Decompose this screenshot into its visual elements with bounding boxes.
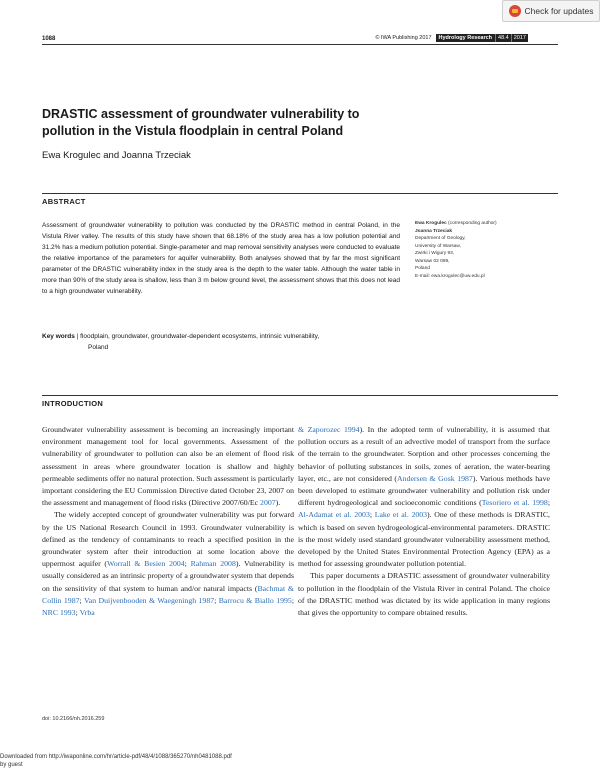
citation-link[interactable]: Worrall & Besien 2004 [107, 559, 185, 569]
affil-univ: University of Warsaw, [415, 243, 461, 249]
intro-paragraph: The widely accepted concept of groundwater vulnerability was put forward by the US National Research Council in 1993. Groundwater vulnerability is defined as the tendency of contaminants to reach a specified position in the groundwater system after their introduction at some location above the uppermost aquifer (Worrall & Besien 2004; Rahman 2008). Vulnerability is usually considered as an intrinsic property of a groundwater system that depends on the sensitivity of that system to human and/or natural impacts (Bachmat & Collin 1987; Van Duijvenbooden & Waegeningh 1987; Barrocu & Biallo 1995; NRC 1993; Vrba [42, 510, 294, 618]
citation-link[interactable]: Rahman 2008 [190, 559, 236, 569]
intro-paragraph: This paper documents a DRASTIC assessment of groundwater vulnerability to pollution in the floodplain of the Vistula River in central Poland. The choice of the DRASTIC method was dictated by its wide application in many regions that gives the opportunity to compare obtained results. [298, 571, 550, 618]
check-updates-label: Check for updates [524, 6, 594, 16]
author-affiliation [415, 220, 565, 280]
doi[interactable]: doi: 10.2166/nh.2016.259 [42, 716, 105, 722]
citation-link[interactable]: & Zaporozec 1994 [298, 425, 360, 434]
journal-info [375, 34, 528, 42]
affil-author1-note: (corresponding author) [448, 221, 497, 226]
abstract-text: Assessment of groundwater vulnerability to pollution was conducted by the DRASTIC method in central Poland, in the Vistula River valley. The results of this study have shown that 68.18% of the study area has a low pollution potential and 31.2% has a medium pollution potential. Single-parameter and map removal sensitivity analyses were conducted to evaluate the relative importance of the parameters for aquifer vulnerability. Both analyses showed that by far the most significant parameter of the DRASTIC vulnerability index in the study area is the depth to the water table. Although the water table in more than 90% of the study area is shallow, less than 3 m below ground level, the assessment shows that this does not lead to a high groundwater vulnerability. [42, 222, 400, 295]
affil-dept: Department of Geology, [415, 236, 466, 241]
citation-link[interactable]: NRC 1993 [42, 608, 76, 618]
page-number: 1088 [42, 36, 56, 42]
keywords-list: | floodplain, groundwater, groundwater-dependent ecosystems, intrinsic vulnerability, [76, 333, 320, 340]
intro-left-column [42, 424, 294, 619]
intro-heading: INTRODUCTION [42, 399, 104, 408]
keywords-list-cont: Poland [88, 344, 109, 351]
journal-year: 2017 [511, 34, 528, 42]
affil-street: Zwirki i Wigury 93, [415, 251, 455, 256]
journal-name: Hydrology Research [436, 34, 496, 42]
affil-email[interactable]: E-mail: ewa.krogulec@uw.edu.pl [415, 273, 485, 279]
intro-paragraph: & Zaporozec 1994). In the adopted term of vulnerability, it is assumed that pollution occurs as a result of an advective model of transport from the surface of the terrain to the groundwater. Sorption and other processes concerning the behavior of polluting substances in soils, zones of aeration, the water-bearing layer, etc., are not considered (Andersen & Gosk 1987). Various methods have been developed to estimate groundwater vulnerability and pollution risk under different hydrogeological and socioeconomic conditions (Tesoriero et al. 1998; Al-Adamat et al. 2003; Lake et al. 2003). One of these methods is DRASTIC, which is based on seven hydrogeological-environmental parameters. DRASTIC is the most widely used standard groundwater vulnerability assessment method, developed by the United States Environmental Protection Agency (EPA) as a method for assessing groundwater pollution potential. [298, 425, 550, 569]
citation-link[interactable]: Lake et al. 2003 [374, 510, 428, 520]
affil-country: Poland [415, 266, 430, 271]
download-footer: Downloaded from http://iwaponline.com/hr/article-pdf/48/4/1088/365270/nh0481088.pdf [0, 754, 232, 760]
keywords [42, 331, 362, 353]
intro-rule [42, 395, 558, 396]
citation-link[interactable]: Al-Adamat et al. 2003 [298, 510, 370, 520]
affil-city: Warsaw 02 089, [415, 258, 450, 264]
affil-author1: Ewa Krogulec [415, 221, 447, 226]
check-for-updates-button[interactable] [502, 0, 600, 22]
crossmark-icon [509, 5, 521, 17]
abstract-heading: ABSTRACT [42, 197, 86, 206]
guest-footer: by guest [0, 762, 23, 768]
citation-link[interactable]: Tesoriero et al. 1998 [481, 498, 548, 508]
abstract-rule [42, 193, 558, 194]
affil-author2: Joanna Trzeciak [415, 228, 453, 234]
journal-issue: 48.4 [495, 34, 511, 42]
intro-paragraph: Groundwater vulnerability assessment is becoming an increasingly important environment management tool for local governments. Assessment of the vulnerability of groundwater to pollution can also be an element of flood risk assessment in areas where groundwater location is shallow and highly permeable sediments offer no natural protection. Such assessment is particularly important considering the EU Commission Directive dated October 23, 2007 on the assessment and management of flood risks (Directive 2007/60/Ec 2007). [42, 425, 294, 508]
citation-link[interactable]: Andersen & Gosk 1987 [397, 473, 473, 483]
citation-link[interactable]: Van Duijvenbooden & Waegeningh 1987 [83, 595, 215, 605]
intro-right-column [298, 424, 550, 619]
citation-link[interactable]: Vrba [79, 608, 95, 618]
article-authors: Ewa Krogulec and Joanna Trzeciak [42, 150, 191, 161]
article-title: DRASTIC assessment of groundwater vulnerability to pollution in the Vistula floodplain in central Poland [42, 107, 360, 138]
publisher-label: © IWA Publishing 2017 [375, 35, 432, 41]
citation-link[interactable]: Bachmat & Collin 1987 [42, 583, 294, 605]
citation-link[interactable]: Barrocu & Biallo 1995 [218, 595, 292, 605]
header-rule [42, 44, 558, 45]
keywords-label: Key words [42, 333, 75, 340]
citation-link[interactable]: 2007 [260, 498, 276, 508]
